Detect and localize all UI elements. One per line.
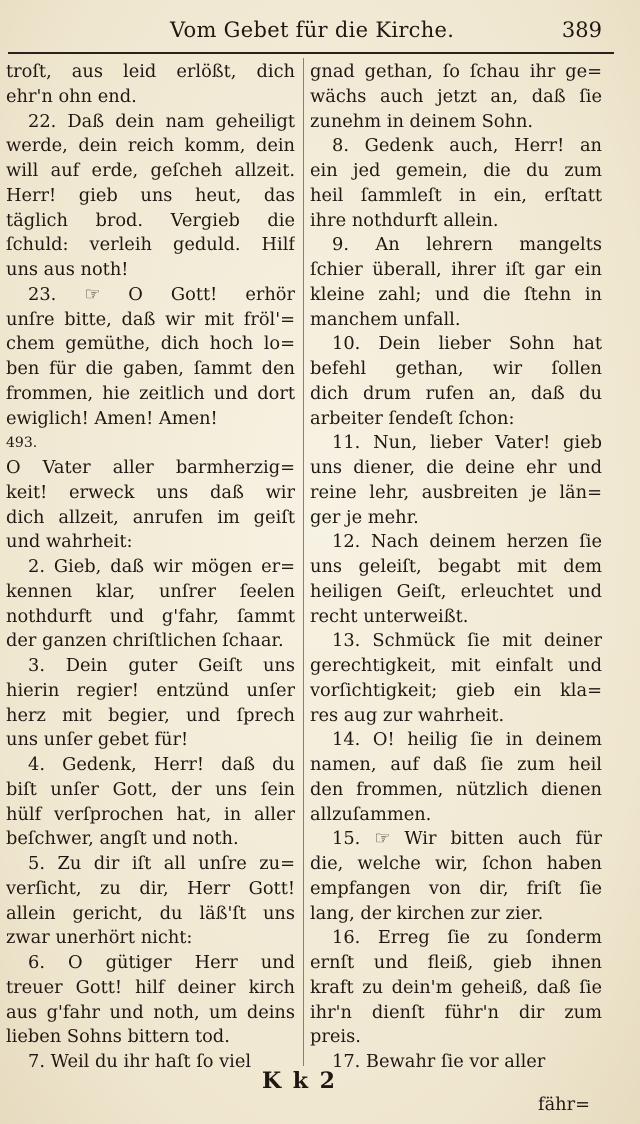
text-line: täglich brod. Vergieb die xyxy=(6,209,295,231)
text-line: Herr! gieb uns heut, das xyxy=(6,184,295,206)
text-line: 13. Schmück ſie mit deiner xyxy=(332,630,602,652)
text-line: res aug zur wahrheit. xyxy=(310,704,505,726)
text-line: troſt, aus leid erlößt, dich xyxy=(6,61,295,82)
text-line: 7. Weil du ihr haſt ſo viel xyxy=(28,1051,252,1072)
column-divider xyxy=(303,58,304,1066)
text-line: keit! erweck uns daß wir xyxy=(6,481,295,503)
text-line: nothdurft und g'fahr, ſammt xyxy=(6,605,295,627)
text-line: 4. Gedenk, Herr! daß du xyxy=(28,754,295,775)
text-line: vorſichtigkeit; gieb ein kla= xyxy=(310,679,602,701)
text-line: 9. An lehrern mangelts xyxy=(332,234,602,256)
text-line: lang, der kirchen zur zier. xyxy=(310,902,544,924)
running-header xyxy=(0,16,640,50)
text-line: beſchwer, angſt und noth. xyxy=(6,828,239,850)
text-line: ihre nothdurft allein. xyxy=(310,209,499,231)
text-line: O Vater aller barmherzig= xyxy=(6,457,295,478)
text-line: heil ſammleſt in ein, erſtatt xyxy=(310,184,602,206)
left-column xyxy=(6,60,295,1075)
text-line: ſchuld: verleih geduld. Hilf xyxy=(6,234,295,256)
text-line: 6. O gütiger Herr und xyxy=(28,952,295,973)
text-line: hierin regier! entzünd unſer xyxy=(6,679,295,701)
text-line: biſt unſer Gott, der uns ſein xyxy=(6,778,295,800)
text-line: recht unterweißt. xyxy=(310,605,469,627)
text-line: namen, auf daß ſie zum heil xyxy=(310,754,602,775)
text-line: 14. O! heilig ſie in deinem xyxy=(332,729,602,751)
text-line: uns diener, die deine ehr und xyxy=(310,457,602,478)
text-line: ger je mehr. xyxy=(310,506,419,528)
text-line: 493. xyxy=(6,435,38,452)
text-line: allein gericht, du läß'ſt uns xyxy=(6,902,295,924)
text-line: uns geleiſt, begabt mit dem xyxy=(310,556,602,577)
text-line: ehr'n ohn end. xyxy=(6,85,137,107)
text-line: ernſt und fleiß, gieb ihnen xyxy=(310,952,602,973)
text-line: allzuſammen. xyxy=(310,803,432,825)
text-line: preis. xyxy=(310,1026,361,1048)
text-line: ſchier überall, ihrer iſt gar ein xyxy=(310,259,602,280)
text-line: dich drum rufen an, daß du xyxy=(310,382,602,404)
text-line: gnad gethan, ſo ſchau ihr ge= xyxy=(310,61,602,82)
text-line: die, welche wir, ſchon haben xyxy=(310,853,602,874)
text-line: kennen klar, unſrer ſeelen xyxy=(6,580,295,602)
text-line: herz mit begier, und ſprech xyxy=(6,704,295,726)
text-line: treuer Gott! hilf deiner kirch xyxy=(6,976,295,998)
text-line: 11. Nun, lieber Vater! gieb xyxy=(332,432,602,454)
text-line: empfangen von dir, friſt ſie xyxy=(310,877,602,899)
text-line: befehl gethan, wir ſollen xyxy=(310,358,602,379)
page-number: 389 xyxy=(561,18,602,42)
text-line: kraft zu dein'm geheiß, daß ſie xyxy=(310,976,602,998)
text-line: dich allzeit, anrufen im geiſt xyxy=(6,506,295,528)
text-line: ihr'n dienſt führ'n dir zum xyxy=(310,1001,602,1023)
text-line: 22. Daß dein nam geheiligt xyxy=(28,110,295,132)
text-line: uns aus noth! xyxy=(6,259,129,280)
text-line: chem gemüthe, dich hoch lo= xyxy=(6,333,295,355)
text-line: 10. Dein lieber Sohn hat xyxy=(332,333,602,355)
text-line: 5. Zu dir iſt all unſre zu= xyxy=(28,853,295,874)
text-line: 8. Gedenk auch, Herr! an xyxy=(332,135,602,157)
text-line: unſre bitte, daß wir mit fröl'= xyxy=(6,308,295,330)
text-line: zwar unerhört nicht: xyxy=(6,927,193,949)
text-line: aus g'fahr und noth, um deins xyxy=(6,1001,295,1023)
text-line: 12. Nach deinem herzen ſie xyxy=(332,531,602,553)
text-line: ewiglich! Amen! Amen! xyxy=(6,407,218,429)
text-line: der ganzen chriſtlichen ſchaar. xyxy=(6,630,284,652)
text-line: lieben Sohns bittern tod. xyxy=(6,1026,230,1048)
text-line: wächs auch jetzt an, daß ſie xyxy=(310,85,602,107)
text-line: 17. Bewahr ſie vor aller xyxy=(332,1051,546,1072)
text-line: 16. Erreg ſie zu ſonderm xyxy=(332,927,602,949)
text-line: ben für die gaben, ſammt den xyxy=(6,358,295,379)
text-line: werde, dein reich komm, dein xyxy=(6,135,295,157)
text-line: den frommen, nützlich dienen xyxy=(310,778,602,800)
text-line: 23. ☞ O Gott! erhör xyxy=(28,283,295,305)
running-title: Vom Gebet für die Kirche. xyxy=(170,18,455,42)
text-line: reine lehr, ausbreiten je län= xyxy=(310,481,602,503)
header-rule xyxy=(8,52,614,54)
text-line: 3. Dein guter Geiſt uns xyxy=(28,655,295,676)
text-line: manchem unfall. xyxy=(310,308,461,330)
text-line: ein jed gemein, die du zum xyxy=(310,160,602,181)
catchword: fähr= xyxy=(538,1094,591,1115)
text-line: hülf verſprochen hat, in aller xyxy=(6,803,295,825)
text-line: heiligen Geiſt, erleuchtet und xyxy=(310,580,602,602)
text-line: frommen, hie zeitlich und dort xyxy=(6,382,295,404)
text-line: zunehm in deinem Sohn. xyxy=(310,110,534,132)
text-line: arbeiter ſendeſt ſchon: xyxy=(310,407,515,429)
text-line: und wahrheit: xyxy=(6,531,133,553)
signature-mark: K k 2 xyxy=(262,1068,337,1094)
right-column xyxy=(310,60,602,1075)
text-line: 2. Gieb, daß wir mögen er= xyxy=(28,556,295,577)
text-line: uns unſer gebet für! xyxy=(6,729,189,751)
text-line: verſicht, zu dir, Herr Gott! xyxy=(6,877,295,899)
text-line: gerechtigkeit, mit einfalt und xyxy=(310,655,602,676)
text-line: 15. ☞ Wir bitten auch für xyxy=(332,828,602,850)
text-line: will auf erde, geſcheh allzeit. xyxy=(6,160,295,181)
text-line: kleine zahl; und die ſtehn in xyxy=(310,283,602,305)
